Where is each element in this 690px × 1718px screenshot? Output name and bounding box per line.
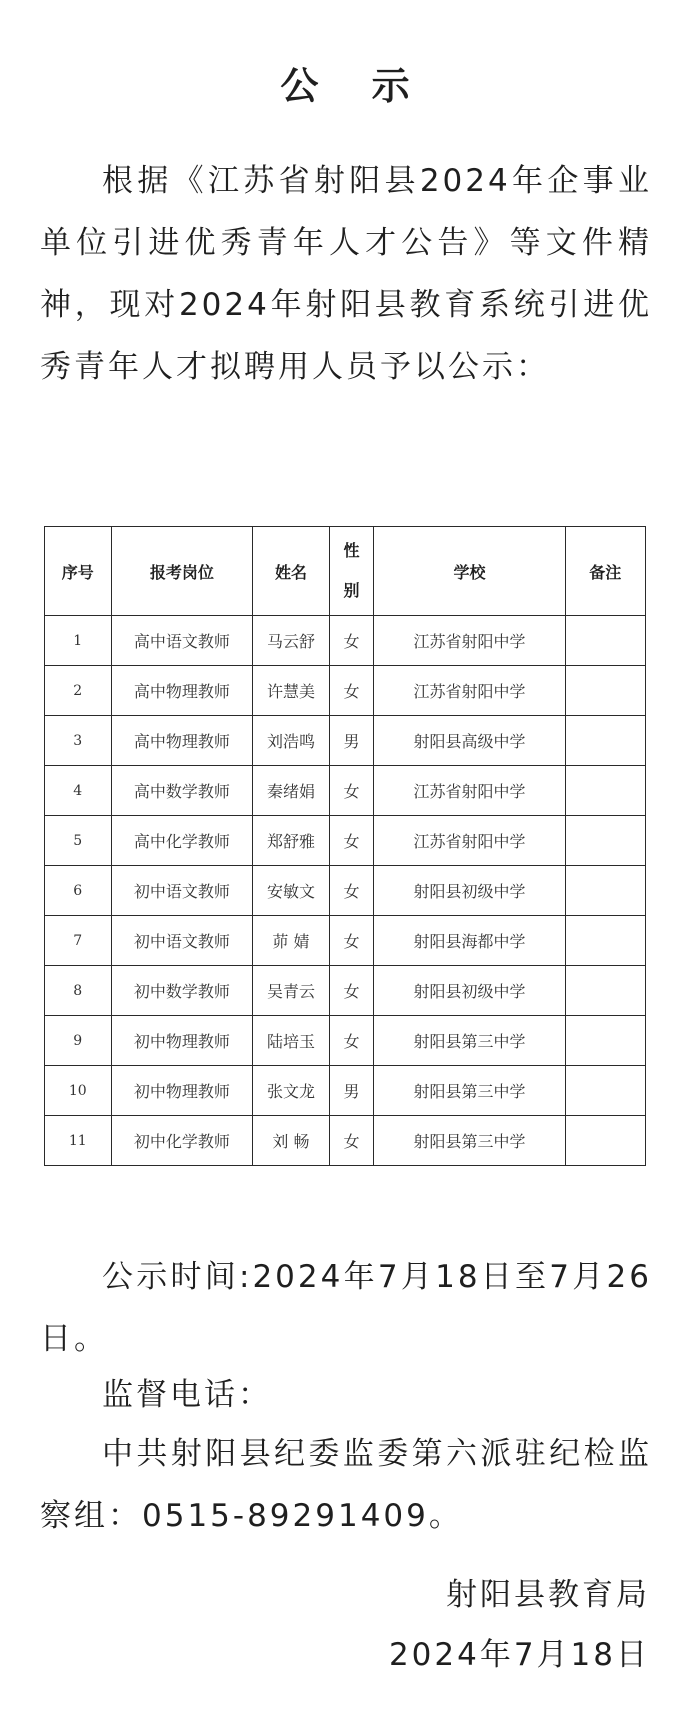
table-row: [45, 1016, 646, 1066]
header-name: 姓名: [253, 527, 329, 616]
cell-gender: 女: [329, 1016, 374, 1066]
table-row: [45, 1066, 646, 1116]
cell-school: 射阳县高级中学: [374, 716, 565, 766]
cell-name: 秦绪娟: [253, 766, 329, 816]
cell-no: 9: [45, 1016, 112, 1066]
cell-post: 高中语文教师: [111, 616, 253, 666]
cell-post: 高中数学教师: [111, 766, 253, 816]
signature-date: 2024年7月18日: [388, 1637, 650, 1673]
cell-no: 3: [45, 716, 112, 766]
cell-school: 江苏省射阳中学: [374, 766, 565, 816]
cell-note: [565, 916, 645, 966]
cell-note: [565, 866, 645, 916]
table-row: [45, 816, 646, 866]
cell-gender: 女: [329, 866, 374, 916]
cell-no: 2: [45, 666, 112, 716]
cell-gender: 女: [329, 816, 374, 866]
cell-name: 许慧美: [253, 666, 329, 716]
cell-gender: 男: [329, 1066, 374, 1116]
candidate-table: [44, 526, 646, 1166]
cell-school: 射阳县第三中学: [374, 1016, 565, 1066]
cell-note: [565, 666, 645, 716]
cell-post: 初中语文教师: [111, 866, 253, 916]
cell-name: 张文龙: [253, 1066, 329, 1116]
cell-note: [565, 766, 645, 816]
cell-note: [565, 966, 645, 1016]
cell-post: 初中数学教师: [111, 966, 253, 1016]
table-row: [45, 716, 646, 766]
cell-gender: 男: [329, 716, 374, 766]
cell-name: 马云舒: [253, 616, 329, 666]
cell-no: 1: [45, 616, 112, 666]
cell-no: 7: [45, 916, 112, 966]
header-post: 报考岗位: [111, 527, 253, 616]
intro-paragraph: 根据《江苏省射阳县2024年企事业单位引进优秀青年人才公告》等文件精神，现对2024年射阳县教育系统引进优秀青年人才拟聘用人员予以公示：: [40, 163, 652, 385]
cell-name: 茆 婧: [253, 916, 329, 966]
cell-no: 5: [45, 816, 112, 866]
cell-school: 江苏省射阳中学: [374, 616, 565, 666]
cell-school: 江苏省射阳中学: [374, 816, 565, 866]
hotline-value: 中共射阳县纪委监委第六派驻纪检监察组：0515-89291409。: [40, 1436, 652, 1534]
table-row: [45, 866, 646, 916]
cell-note: [565, 816, 645, 866]
cell-school: 射阳县初级中学: [374, 866, 565, 916]
cell-post: 初中物理教师: [111, 1016, 253, 1066]
table-row: [45, 916, 646, 966]
cell-note: [565, 1016, 645, 1066]
cell-no: 8: [45, 966, 112, 1016]
cell-note: [565, 716, 645, 766]
header-gender-top: 性: [343, 541, 360, 560]
cell-school: 射阳县海都中学: [374, 916, 565, 966]
hotline-label: 监督电话：: [102, 1377, 272, 1413]
cell-school: 江苏省射阳中学: [374, 666, 565, 716]
cell-school: 射阳县第三中学: [374, 1066, 565, 1116]
cell-name: 陆培玉: [253, 1016, 329, 1066]
table-row: [45, 966, 646, 1016]
cell-name: 郑舒雅: [253, 816, 329, 866]
publicity-period: 公示时间:2024年7月18日至7月26日。: [40, 1259, 652, 1357]
cell-school: 射阳县第三中学: [374, 1116, 565, 1166]
cell-gender: 女: [329, 616, 374, 666]
cell-no: 6: [45, 866, 112, 916]
cell-name: 吴青云: [253, 966, 329, 1016]
table-header-row: [45, 527, 646, 616]
cell-note: [565, 1066, 645, 1116]
table-body: [45, 616, 646, 1166]
cell-post: 高中化学教师: [111, 816, 253, 866]
cell-no: 11: [45, 1116, 112, 1166]
cell-no: 4: [45, 766, 112, 816]
cell-note: [565, 616, 645, 666]
cell-no: 10: [45, 1066, 112, 1116]
cell-gender: 女: [329, 1116, 374, 1166]
cell-post: 高中物理教师: [111, 666, 253, 716]
header-note: 备注: [565, 527, 645, 616]
table-row: [45, 616, 646, 666]
header-no: 序号: [45, 527, 112, 616]
cell-name: 刘 畅: [253, 1116, 329, 1166]
cell-name: 刘浩鸣: [253, 716, 329, 766]
cell-gender: 女: [329, 916, 374, 966]
signature-org: 射阳县教育局: [446, 1577, 650, 1613]
table-row: [45, 666, 646, 716]
cell-school: 射阳县初级中学: [374, 966, 565, 1016]
cell-gender: 女: [329, 966, 374, 1016]
cell-name: 安敏文: [253, 866, 329, 916]
cell-gender: 女: [329, 666, 374, 716]
header-gender: [329, 527, 374, 616]
cell-post: 初中语文教师: [111, 916, 253, 966]
cell-gender: 女: [329, 766, 374, 816]
cell-note: [565, 1116, 645, 1166]
cell-post: 初中物理教师: [111, 1066, 253, 1116]
table-row: [45, 1116, 646, 1166]
header-gender-bottom: 别: [343, 581, 360, 600]
page-title: 公 示: [280, 64, 430, 108]
header-school: 学校: [374, 527, 565, 616]
table-row: [45, 766, 646, 816]
cell-post: 初中化学教师: [111, 1116, 253, 1166]
cell-post: 高中物理教师: [111, 716, 253, 766]
